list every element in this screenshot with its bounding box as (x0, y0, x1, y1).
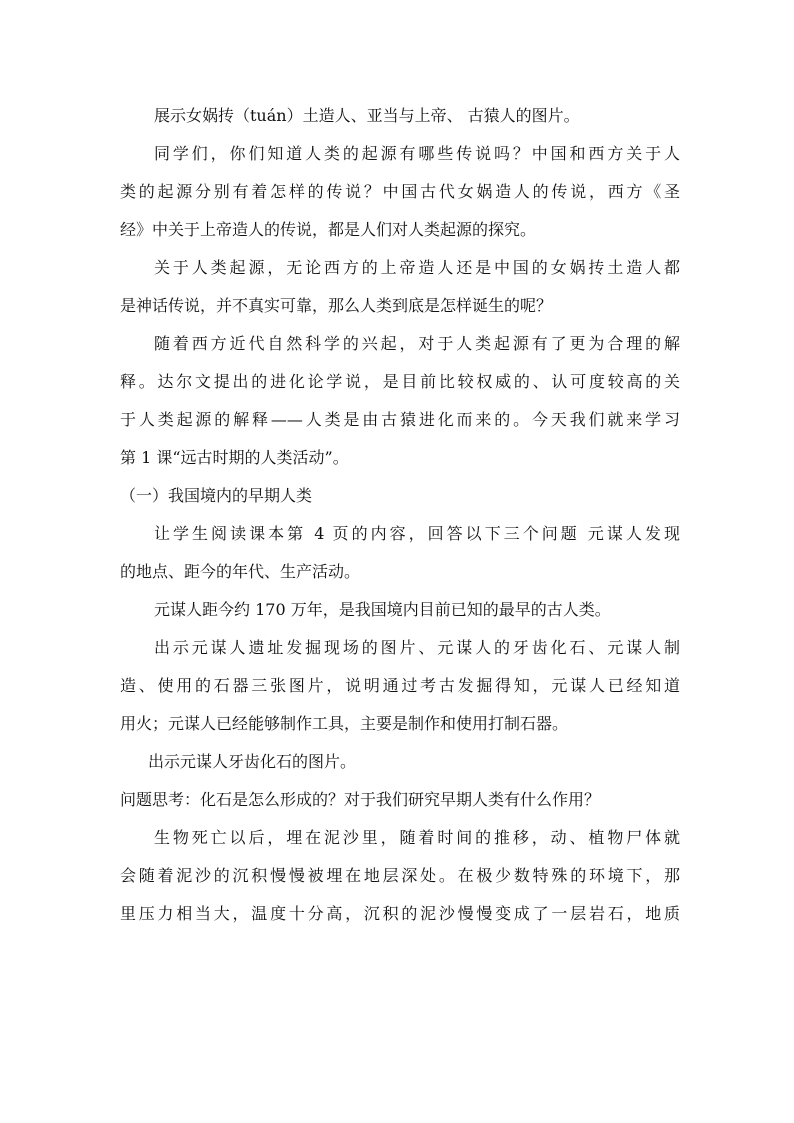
paragraph-intro-images (120, 97, 680, 135)
text-line: 关于人类起源，无论西方的上帝造人还是中国的女娲抟土造人都 (154, 258, 680, 277)
text-line: 出示元谋人牙齿化石的图片。 (148, 752, 357, 771)
text-line: 会随着泥沙的沉积慢慢被埋在地层深处。在极少数特殊的环境下，那 (120, 866, 680, 885)
text-line: 于人类起源的解释——人类是由古猿进化而来的。今天我们就来学习 (120, 410, 680, 429)
text-line: 同学们，你们知道人类的起源有哪些传说吗？中国和西方关于人 (154, 144, 680, 163)
heading-line: （一）我国境内的早期人类 (120, 486, 313, 505)
paragraph-yuanmou-findings (120, 629, 680, 743)
paragraph-question (120, 781, 680, 819)
text-line: 展示女娲抟（tuán）土造人、亚当与上帝、 古猿人的图片。 (154, 106, 580, 125)
text-line: 让学生阅读课本第 4 页的内容，回答以下三个问题 元谋人发现 (154, 524, 680, 543)
text-line: 是神话传说，并不真实可靠，那么人类到底是怎样诞生的呢？ (120, 296, 553, 315)
text-line: 第 1 课“远古时期的人类活动”。 (120, 448, 349, 467)
text-line: 生物死亡以后，埋在泥沙里，随着时间的推移，动、植物尸体就 (154, 828, 680, 847)
paragraph-reading-task (120, 515, 680, 591)
text-line: 随着西方近代自然科学的兴起，对于人类起源有了更为合理的解 (154, 334, 680, 353)
section-heading (120, 477, 680, 515)
paragraph-myths (120, 249, 680, 325)
text-line: 经》中关于上帝造人的传说，都是人们对人类起源的探究。 (120, 220, 537, 239)
paragraph-fossil-formation (120, 819, 680, 933)
text-line: 造、使用的石器三张图片，说明通过考古发掘得知，元谋人已经知道 (120, 676, 680, 695)
paragraph-yuanmou-age (120, 591, 680, 629)
text-line: 问题思考：化石是怎么形成的？对于我们研究早期人类有什么作用？ (120, 790, 601, 809)
text-line: 用火；元谋人已经能够制作工具，主要是制作和使用打制石器。 (120, 714, 569, 733)
text-line: 出示元谋人遗址发掘现场的图片、元谋人的牙齿化石、元谋人制 (154, 638, 680, 657)
paragraph-evolution-theory (120, 325, 680, 477)
text-line: 类的起源分别有着怎样的传说？中国古代女娲造人的传说，西方《圣 (120, 182, 680, 201)
text-line: 里压力相当大，温度十分高，沉积的泥沙慢慢变成了一层岩石，地质 (120, 904, 680, 923)
text-line: 元谋人距今约 170 万年，是我国境内目前已知的最早的古人类。 (154, 600, 611, 619)
paragraph-origin-legends (120, 135, 680, 249)
paragraph-teeth-image (120, 743, 680, 781)
text-line: 的地点、距今的年代、生产活动。 (120, 562, 361, 581)
text-line: 释。达尔文提出的进化论学说，是目前比较权威的、认可度较高的关 (120, 372, 680, 391)
